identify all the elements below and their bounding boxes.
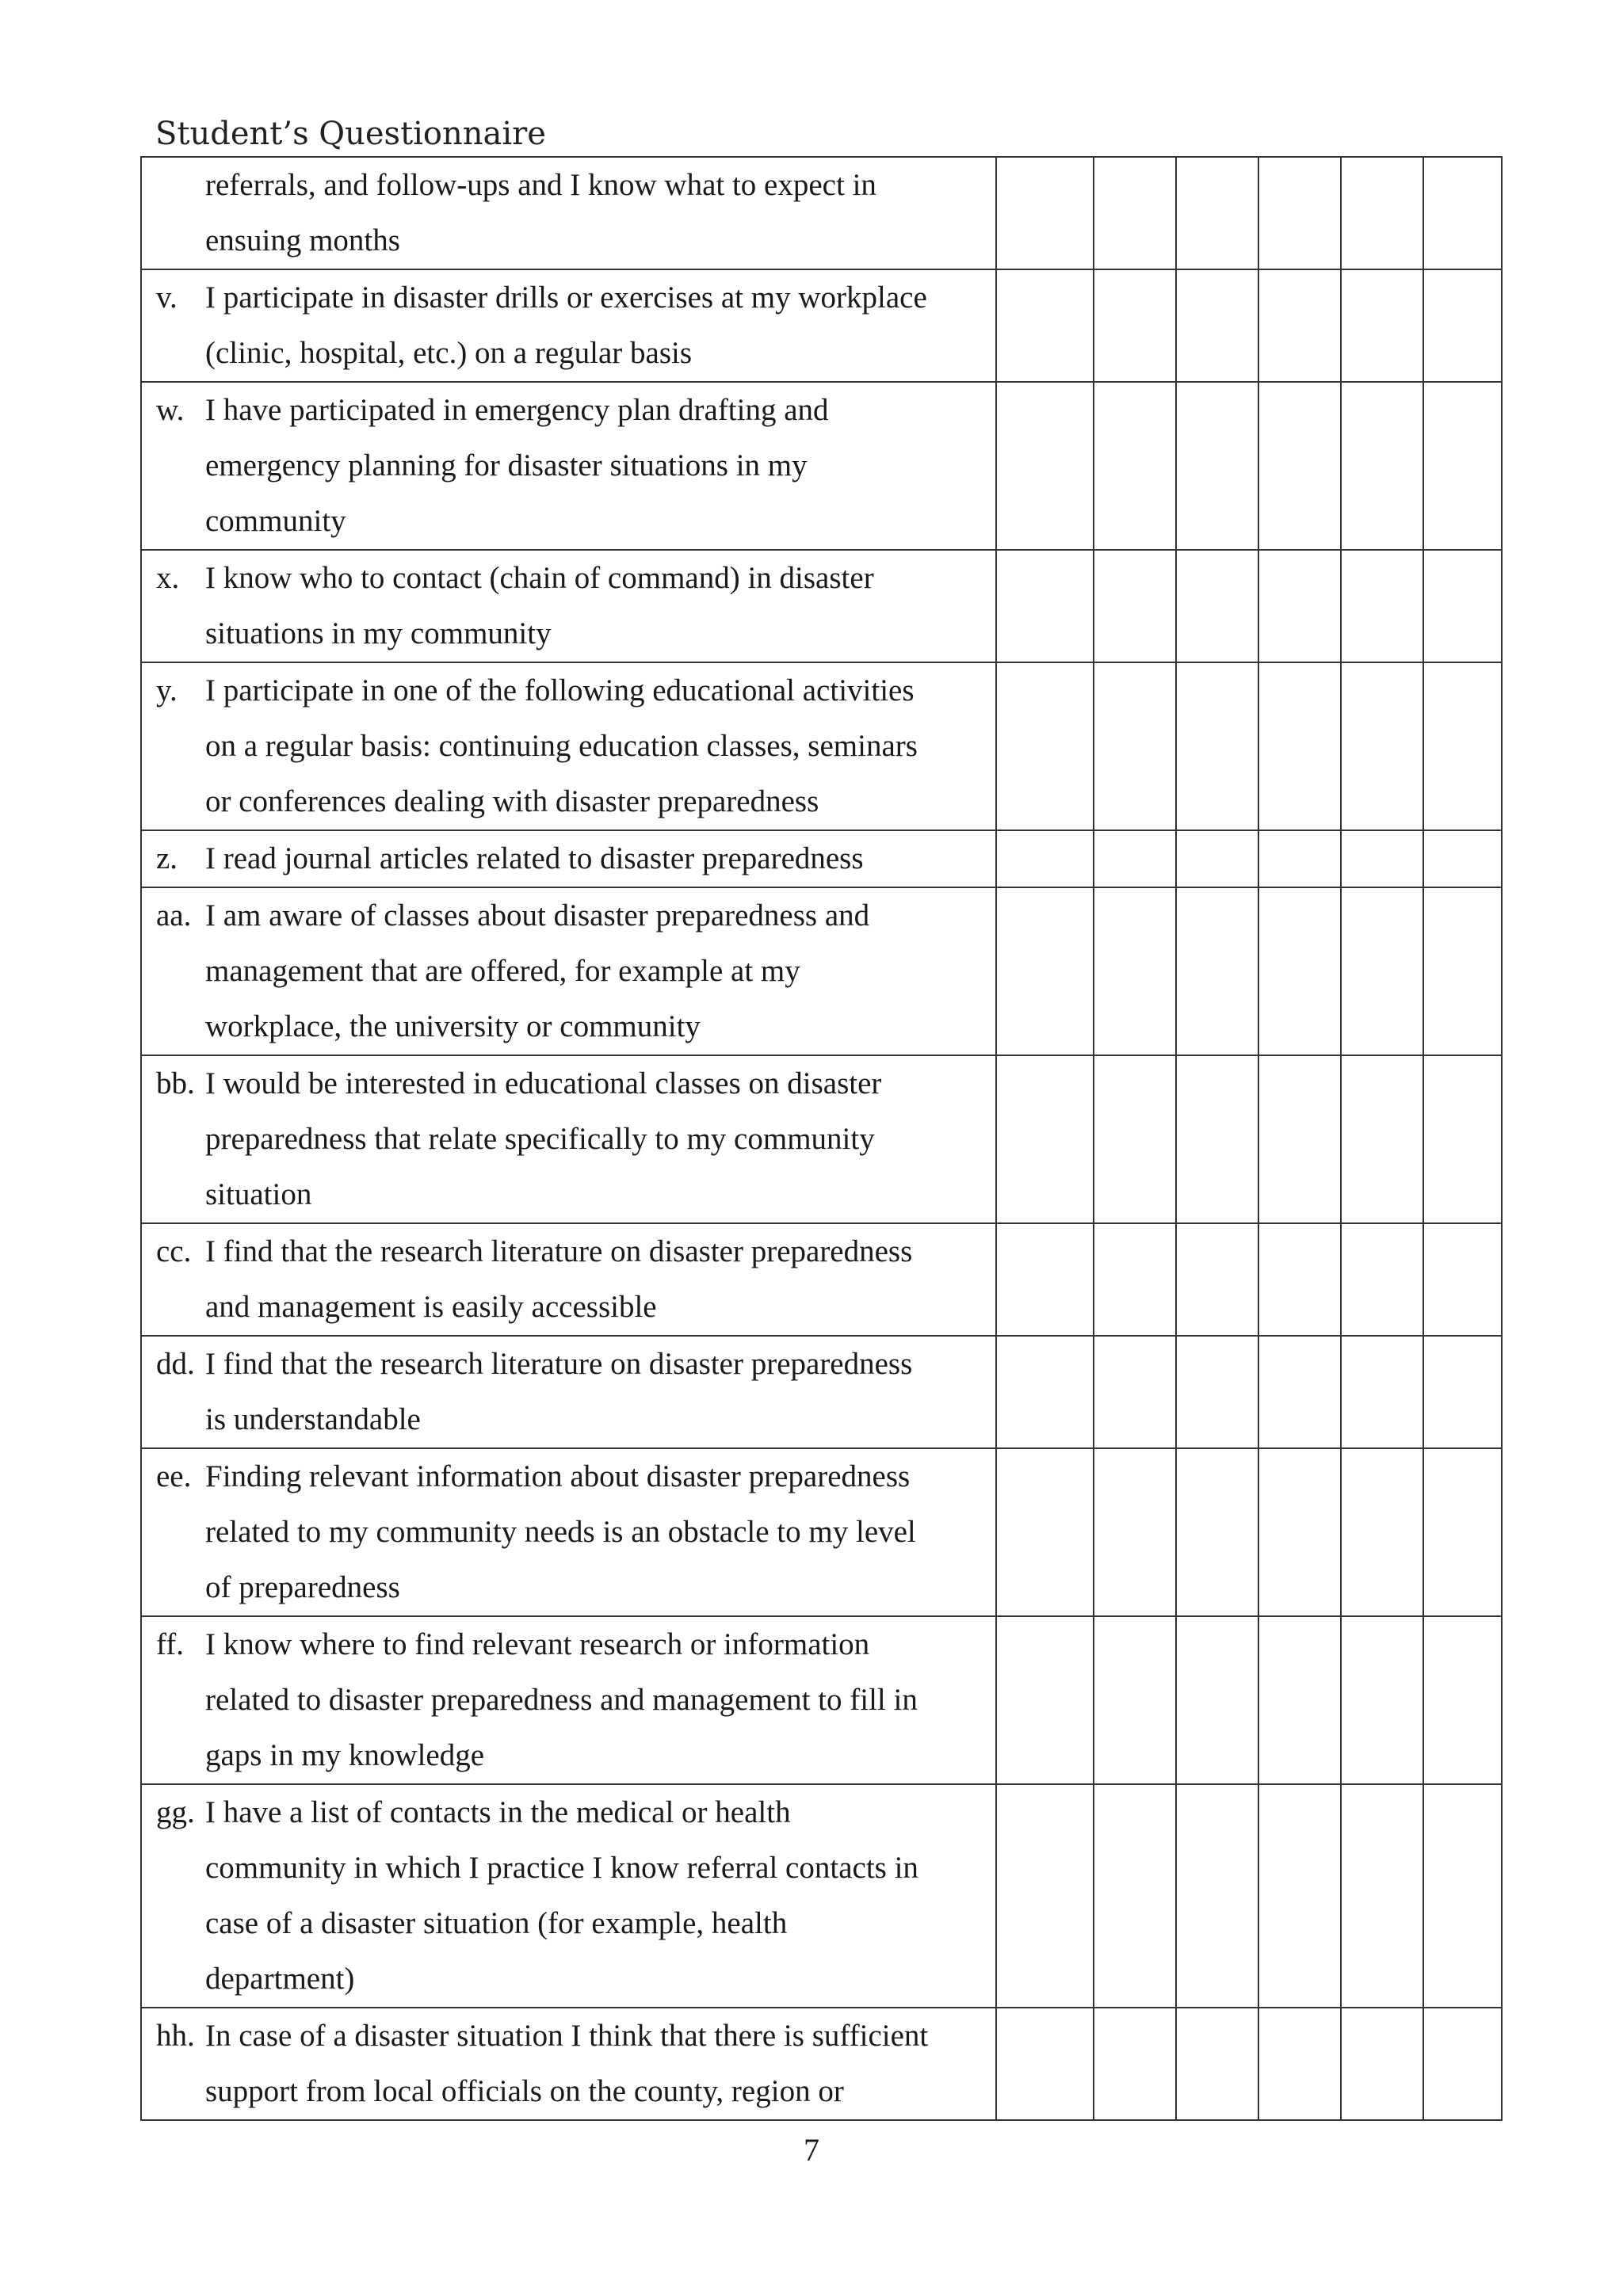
question-label: z.: [156, 841, 178, 875]
response-cell-2[interactable]: [1094, 830, 1176, 887]
response-cell-4[interactable]: [1258, 1784, 1341, 2008]
response-cell-2[interactable]: [1094, 662, 1176, 830]
response-cell-6[interactable]: [1423, 382, 1502, 550]
question-label: y.: [156, 673, 178, 707]
question-row: [141, 1336, 1502, 1448]
response-cell-4[interactable]: [1258, 662, 1341, 830]
question-text-line: or conferences dealing with disaster preparedness: [205, 784, 819, 818]
question-label: dd.: [156, 1347, 195, 1381]
response-cell-6[interactable]: [1423, 1784, 1502, 2008]
question-item: [142, 1056, 995, 1222]
question-label: hh.: [156, 2019, 195, 2053]
question-text-line: I find that the research literature on disaster preparedness: [205, 1347, 913, 1381]
response-cell-5[interactable]: [1341, 887, 1423, 1055]
response-cell-1[interactable]: [996, 550, 1094, 662]
response-cell-1[interactable]: [996, 1223, 1094, 1336]
question-row: [141, 157, 1502, 269]
response-cell-4[interactable]: [1258, 550, 1341, 662]
response-cell-6[interactable]: [1423, 1616, 1502, 1784]
response-cell-6[interactable]: [1423, 157, 1502, 269]
response-cell-3[interactable]: [1176, 662, 1258, 830]
question-text-line: community in which I practice I know referral contacts in: [205, 1851, 918, 1885]
question-text: [205, 1449, 995, 1615]
response-cell-2[interactable]: [1094, 269, 1176, 382]
response-cell-3[interactable]: [1176, 382, 1258, 550]
question-item: [142, 1617, 995, 1783]
question-text-line: on a regular basis: continuing education classes, seminars: [205, 729, 918, 763]
question-statement-cell: [141, 1616, 996, 1784]
response-cell-6[interactable]: [1423, 662, 1502, 830]
response-cell-6[interactable]: [1423, 2008, 1502, 2120]
question-text-line: preparedness that relate specifically to my community: [205, 1122, 875, 1156]
question-text-line: I participate in one of the following educational activities: [205, 673, 915, 707]
question-item: [142, 1337, 995, 1447]
question-text-line: I know where to find relevant research or information: [205, 1627, 870, 1661]
question-item: [142, 1785, 995, 2007]
response-cell-2[interactable]: [1094, 1448, 1176, 1616]
response-cell-5[interactable]: [1341, 1616, 1423, 1784]
question-text: [205, 1337, 995, 1447]
response-cell-2[interactable]: [1094, 1784, 1176, 2008]
question-row: [141, 1616, 1502, 1784]
response-cell-4[interactable]: [1258, 157, 1341, 269]
questionnaire-body: [141, 157, 1502, 2120]
question-item: [142, 158, 995, 269]
question-text-line: I find that the research literature on disaster preparedness: [205, 1234, 913, 1268]
response-cell-1[interactable]: [996, 1448, 1094, 1616]
question-label: bb.: [156, 1066, 195, 1100]
question-text-line: In case of a disaster situation I think that there is sufficient: [205, 2019, 929, 2053]
question-item: [142, 2008, 995, 2119]
question-text: [205, 663, 995, 830]
question-text-line: gaps in my knowledge: [205, 1738, 485, 1772]
question-statement-cell: [141, 887, 996, 1055]
question-label: cc.: [156, 1234, 192, 1268]
question-statement-cell: [141, 157, 996, 269]
question-text-line: situation: [205, 1177, 312, 1211]
question-text: [205, 1224, 995, 1335]
question-statement-cell: [141, 1055, 996, 1223]
response-cell-3[interactable]: [1176, 550, 1258, 662]
question-item: [142, 270, 995, 381]
question-text: [205, 551, 995, 662]
response-cell-2[interactable]: [1094, 1223, 1176, 1336]
question-text-line: (clinic, hospital, etc.) on a regular basis: [205, 336, 693, 370]
question-row: [141, 1784, 1502, 2008]
response-cell-5[interactable]: [1341, 1055, 1423, 1223]
response-cell-2[interactable]: [1094, 1055, 1176, 1223]
response-cell-5[interactable]: [1341, 382, 1423, 550]
question-label: x.: [156, 561, 180, 595]
question-item: [142, 383, 995, 549]
response-cell-2[interactable]: [1094, 157, 1176, 269]
question-text-line: is understandable: [205, 1402, 421, 1436]
question-statement-cell: [141, 550, 996, 662]
response-cell-5[interactable]: [1341, 1223, 1423, 1336]
question-text: [205, 831, 995, 887]
response-cell-5[interactable]: [1341, 269, 1423, 382]
question-text: [205, 1785, 995, 2007]
response-cell-3[interactable]: [1176, 1223, 1258, 1336]
response-cell-3[interactable]: [1176, 1055, 1258, 1223]
question-label: [156, 158, 205, 269]
response-cell-4[interactable]: [1258, 1223, 1341, 1336]
question-text: [205, 1056, 995, 1222]
question-label: ff.: [156, 1627, 185, 1661]
response-cell-4[interactable]: [1258, 1055, 1341, 1223]
question-row: [141, 887, 1502, 1055]
question-row: [141, 382, 1502, 550]
question-text: [205, 383, 995, 549]
question-statement-cell: [141, 1336, 996, 1448]
question-text: [205, 158, 995, 269]
response-cell-6[interactable]: [1423, 269, 1502, 382]
response-cell-2[interactable]: [1094, 550, 1176, 662]
question-text-line: related to disaster preparedness and management to fill in: [205, 1683, 918, 1717]
response-cell-6[interactable]: [1423, 1448, 1502, 1616]
response-cell-5[interactable]: [1341, 157, 1423, 269]
question-text: [205, 270, 995, 381]
question-text-line: situations in my community: [205, 616, 552, 650]
question-text-line: ensuing months: [205, 223, 400, 257]
response-cell-1[interactable]: [996, 887, 1094, 1055]
response-cell-4[interactable]: [1258, 1616, 1341, 1784]
question-row: [141, 269, 1502, 382]
question-label: v.: [156, 280, 178, 315]
response-cell-1[interactable]: [996, 2008, 1094, 2120]
question-statement-cell: [141, 662, 996, 830]
page-header-title: Student’s Questionnaire: [155, 116, 546, 152]
question-text-line: support from local officials on the county, region or: [205, 2074, 844, 2108]
response-cell-6[interactable]: [1423, 550, 1502, 662]
question-item: [142, 551, 995, 662]
response-cell-1[interactable]: [996, 830, 1094, 887]
response-cell-5[interactable]: [1341, 2008, 1423, 2120]
response-cell-3[interactable]: [1176, 1336, 1258, 1448]
response-cell-1[interactable]: [996, 1784, 1094, 2008]
question-text-line: management that are offered, for example at my: [205, 954, 800, 988]
question-row: [141, 2008, 1502, 2120]
response-cell-1[interactable]: [996, 1616, 1094, 1784]
question-statement-cell: [141, 1223, 996, 1336]
question-row: [141, 1055, 1502, 1223]
response-cell-6[interactable]: [1423, 1055, 1502, 1223]
response-cell-2[interactable]: [1094, 382, 1176, 550]
question-label: gg.: [156, 1795, 195, 1829]
response-cell-1[interactable]: [996, 269, 1094, 382]
response-cell-4[interactable]: [1258, 830, 1341, 887]
question-text-line: I know who to contact (chain of command) in disaster: [205, 561, 874, 595]
question-text: [205, 888, 995, 1055]
question-text: [205, 1617, 995, 1783]
question-text-line: I have a list of contacts in the medical or health: [205, 1795, 791, 1829]
response-cell-1[interactable]: [996, 157, 1094, 269]
question-item: [142, 663, 995, 830]
response-cell-2[interactable]: [1094, 2008, 1176, 2120]
response-cell-2[interactable]: [1094, 1336, 1176, 1448]
response-cell-1[interactable]: [996, 1055, 1094, 1223]
response-cell-2[interactable]: [1094, 887, 1176, 1055]
response-cell-3[interactable]: [1176, 887, 1258, 1055]
response-cell-3[interactable]: [1176, 1616, 1258, 1784]
question-label: w.: [156, 393, 185, 427]
question-label: ee.: [156, 1459, 192, 1493]
response-cell-5[interactable]: [1341, 662, 1423, 830]
questionnaire-table: [140, 156, 1503, 2121]
question-item: [142, 831, 995, 887]
question-row: [141, 830, 1502, 887]
question-statement-cell: [141, 1784, 996, 2008]
response-cell-4[interactable]: [1258, 382, 1341, 550]
response-cell-1[interactable]: [996, 1336, 1094, 1448]
question-text-line: I have participated in emergency plan drafting and: [205, 393, 829, 427]
response-cell-6[interactable]: [1423, 830, 1502, 887]
question-statement-cell: [141, 382, 996, 550]
question-row: [141, 1448, 1502, 1616]
question-item: [142, 1449, 995, 1615]
response-cell-6[interactable]: [1423, 887, 1502, 1055]
question-row: [141, 550, 1502, 662]
response-cell-3[interactable]: [1176, 269, 1258, 382]
question-text-line: workplace, the university or community: [205, 1009, 701, 1043]
question-statement-cell: [141, 1448, 996, 1616]
response-cell-6[interactable]: [1423, 1336, 1502, 1448]
response-cell-3[interactable]: [1176, 1784, 1258, 2008]
question-row: [141, 662, 1502, 830]
response-cell-1[interactable]: [996, 662, 1094, 830]
question-item: [142, 1224, 995, 1335]
response-cell-5[interactable]: [1341, 830, 1423, 887]
question-text-line: department): [205, 1962, 355, 1996]
question-statement-cell: [141, 2008, 996, 2120]
question-text-line: I participate in disaster drills or exercises at my workplace: [205, 280, 927, 315]
response-cell-5[interactable]: [1341, 1448, 1423, 1616]
response-cell-1[interactable]: [996, 382, 1094, 550]
question-text-line: I would be interested in educational classes on disaster: [205, 1066, 882, 1100]
response-cell-4[interactable]: [1258, 269, 1341, 382]
response-cell-5[interactable]: [1341, 550, 1423, 662]
response-cell-3[interactable]: [1176, 1448, 1258, 1616]
response-cell-5[interactable]: [1341, 1784, 1423, 2008]
response-cell-4[interactable]: [1258, 1448, 1341, 1616]
question-text-line: community: [205, 504, 346, 538]
question-text-line: I read journal articles related to disaster preparedness: [205, 841, 864, 875]
question-item: [142, 888, 995, 1055]
question-text-line: of preparedness: [205, 1570, 400, 1604]
response-cell-4[interactable]: [1258, 887, 1341, 1055]
question-text-line: and management is easily accessible: [205, 1290, 657, 1324]
question-text-line: emergency planning for disaster situations in my: [205, 448, 808, 482]
response-cell-3[interactable]: [1176, 830, 1258, 887]
question-label: aa.: [156, 898, 192, 933]
question-text-line: Finding relevant information about disaster preparedness: [205, 1459, 911, 1493]
question-statement-cell: [141, 830, 996, 887]
response-cell-4[interactable]: [1258, 1336, 1341, 1448]
question-text-line: referrals, and follow-ups and I know what to expect in: [205, 168, 876, 202]
question-statement-cell: [141, 269, 996, 382]
response-cell-5[interactable]: [1341, 1336, 1423, 1448]
question-row: [141, 1223, 1502, 1336]
question-text: [205, 2008, 995, 2119]
response-cell-4[interactable]: [1258, 2008, 1341, 2120]
response-cell-3[interactable]: [1176, 2008, 1258, 2120]
response-cell-6[interactable]: [1423, 1223, 1502, 1336]
question-text-line: case of a disaster situation (for example, health: [205, 1906, 788, 1940]
question-text-line: I am aware of classes about disaster preparedness and: [205, 898, 870, 933]
response-cell-3[interactable]: [1176, 157, 1258, 269]
response-cell-2[interactable]: [1094, 1616, 1176, 1784]
question-text-line: related to my community needs is an obstacle to my level: [205, 1515, 916, 1549]
page-number: 7: [804, 2132, 819, 2168]
